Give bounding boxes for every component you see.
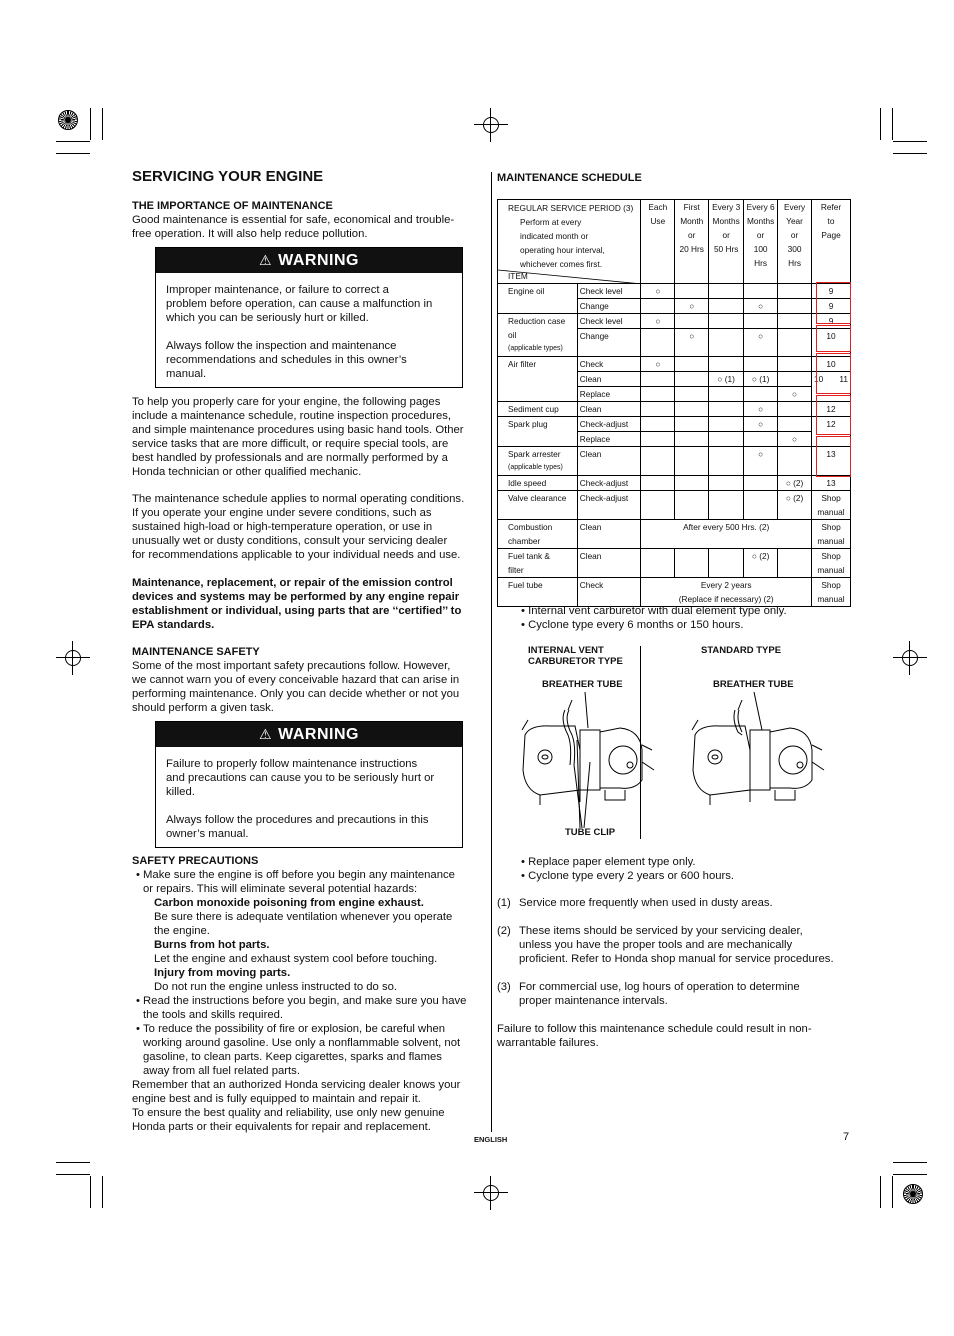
col-every-6: Every 6 Months or 100 Hrs [744,200,778,284]
registration-target-icon [903,1184,923,1204]
note-1: • Internal vent carburetor with dual element type only. • Cyclone type every 6 months or 150 hours. [521,605,787,631]
crosshair-icon [474,1176,508,1210]
table-row: Clean ○ (1) ○ (1) 10 11 [498,372,851,387]
warning-header: ⚠ WARNING [156,248,462,273]
importance-text: Good maintenance is essential for safe, economical and trouble- free operation. It will also help reduce pollution. [132,214,455,240]
failure-note: Failure to follow this maintenance schedule could result in non- warrantable failures. [497,1023,812,1049]
table-row: Idle speed Check-adjust ○ (2) 13 [498,476,851,491]
col-every-3: Every 3 Months or 50 Hrs [709,200,744,284]
schedule-heading: MAINTENANCE SCHEDULE [497,172,642,184]
table-row: Fuel tank & filter Clean ○ (2) Shop manual [498,549,851,578]
highlight-box [816,353,851,394]
care-paragraph: To help you properly care for your engine, the following pages include a maintenance schedule, routine inspection procedures, and simple maintenance procedures using basic hand tools. Other service tasks that are more difficult, or require special tools, are best handled by professionals and are normally performed by a Honda technician or other qualified mechanic. [132,396,464,478]
footnotes [497,896,857,1050]
table-row: Reduction case oil (applicable types) Check level ○ 9 [498,314,851,329]
table-row: Engine oil Check level ○ 9 [498,284,851,299]
safety-heading: MAINTENANCE SAFETY [132,646,260,658]
crosshair-icon [893,641,927,675]
footer-language: ENGLISH [474,1135,508,1144]
internal-vent-carburetor-diagram [520,690,660,830]
schedule-paragraph: The maintenance schedule applies to normal operating conditions. If you operate your engine under severe conditions, such as sustained high-load or high-temperature operation, or use in unusually wet or dusty conditions, consult your servicing dealer for recommendations applicable to your individual needs and use. [132,493,465,561]
crosshair-icon [56,641,90,675]
footnote-2: (2) These items should be serviced by your servicing dealer, unless you have the proper tools and are mechanically proficient. Refer to Honda shop manual for service procedures. [497,925,834,965]
breather-tube-label: BREATHER TUBE [542,679,623,690]
warning-header: ⚠ WARNING [156,722,462,747]
table-row: Fuel tube Check Every 2 years (Replace if necessary) (2) Shop manual [498,578,851,607]
list-item: • To reduce the possibility of fire or explosion, be careful when working around gasoline. Use only a nonflammable solvent, not gasoline, to clean parts. Keep cigarettes, sparks and flames away from all fuel related parts. [136,1023,461,1077]
table-row: Valve clearance Check-adjust ○ (2) Shop manual [498,491,851,520]
warning-triangle-icon: ⚠ [259,726,273,742]
period-header-cell: REGULAR SERVICE PERIOD (3) Perform at every indicated month or operating hour interval, whichever comes first. ITEM [498,200,641,284]
crosshair-icon [474,108,508,142]
footnote-1: (1) Service more frequently when used in dusty areas. [497,897,773,909]
list-item: • Make sure the engine is off before you begin any maintenance or repairs. This will eliminate several potential hazards: [136,869,455,895]
precautions-heading: SAFETY PRECAUTIONS [132,855,259,867]
emission-paragraph: Maintenance, replacement, or repair of the emission control devices and systems may be performed by any engine repair establishment or individual, using parts that are ‘‘certified’’ to EPA standards. [132,577,462,631]
note-2: • Replace paper element type only. • Cyclone type every 2 years or 600 hours. [521,856,735,882]
warning-box-1: ⚠ WARNING Improper maintenance, or failure to correct a problem before operation, can cause a malfunction in which you can be seriously hurt or killed. Always follow the inspection and maintenance recommendations and schedules in this owner’s manual. [155,247,463,388]
precautions-list: • Make sure the engine is off before you begin any maintenance or repairs. This will eliminate several potential hazards: Carbon monoxide poisoning from engine exhaust. Be sure there is adequate ventilation whenever you operate the engine. Burns from hot parts. Let the engine and exhaust system cool before touching. Injury from moving parts. Do not run the engine unless instructed to do so. • Read the instructions before you begin, and make sure you have the tools and skills required. • To reduce the possibility of fire or explosion, be careful when working around gasoline. Use only a nonflammable solvent, not gasoline, to clean parts. Keep cigarettes, sparks and flames away from all fuel related parts. Remember that an authorized Honda servicing dealer knows your engine best and is fully equipped to maintain and repair it. To ensure the best quality and reliability, use only new genuine Honda parts or their equivalents for repair and replacement. [132,868,490,1134]
page-title: SERVICING YOUR ENGINE [132,168,324,185]
table-row: Combustion chamber Clean After every 500 Hrs. (2) Shop manual [498,520,851,549]
page-number: 7 [843,1131,850,1143]
col-every-year: Every Year or 300 Hrs [778,200,812,284]
table-row: Replace ○ [498,432,851,447]
diagram-label-standard: STANDARD TYPE [701,645,782,656]
footnote-3: (3) For commercial use, log hours of operation to determine proper maintenance intervals. [497,981,800,1007]
table-row: Change ○ ○ 10 [498,329,851,357]
list-item: • Read the instructions before you begin, and make sure you have the tools and skills required. [136,995,467,1021]
importance-heading: THE IMPORTANCE OF MAINTENANCE [132,200,333,212]
col-refer-page: Refer to Page [812,200,851,284]
breather-tube-label: BREATHER TUBE [713,679,794,690]
warning-box-2: ⚠ WARNING Failure to properly follow maintenance instructions and precautions can cause you to be seriously hurt or killed. Always follow the procedures and precautions in this owner’s manual. [155,721,463,848]
table-row: Spark arrester (applicable types) Clean ○ 13 [498,447,851,476]
maintenance-schedule-table [497,199,851,607]
safety-paragraph: Some of the most important safety precautions follow. However, we cannot warn you of every conceivable hazard that can arise in performing maintenance. Only you can decide whether or not you should perform a given task. [132,660,460,714]
registration-target-icon [58,110,78,130]
highlight-box [816,282,851,324]
highlight-box [816,395,851,435]
column-divider [491,172,492,1132]
table-row: Replace ○ [498,387,851,402]
col-first-month: First Month or 20 Hrs [675,200,709,284]
table-row: Sediment cup Clean ○ 12 [498,402,851,417]
highlight-box [816,436,851,477]
diagram-label-internal-vent: INTERNAL VENT CARBURETOR TYPE [528,645,623,667]
warning-triangle-icon: ⚠ [259,252,273,268]
highlight-box [816,325,851,352]
tube-clip-label: TUBE CLIP [565,827,616,838]
table-row: Air filter Check ○ 10 [498,357,851,372]
table-row: Spark plug Check-adjust ○ 12 [498,417,851,432]
table-row [498,200,851,284]
standard-type-diagram [690,690,830,830]
table-row: Change ○ ○ 9 [498,299,851,314]
col-each-use: Each Use [641,200,675,284]
